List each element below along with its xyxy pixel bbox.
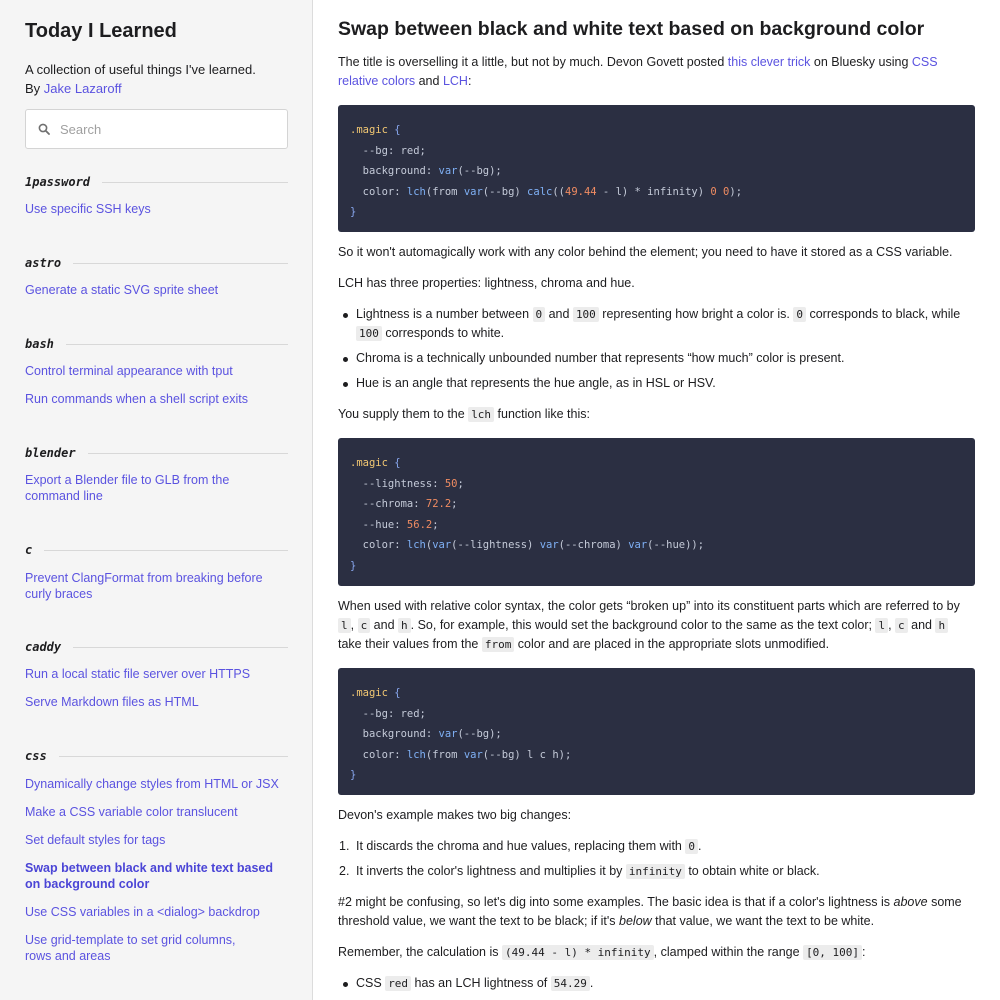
article-title: Swap between black and white text based on background color: [338, 18, 925, 40]
divider: [102, 182, 288, 183]
category-heading-css: [25, 748, 288, 764]
category-name: blender: [25, 446, 76, 460]
divider: [73, 647, 288, 648]
category-name: css: [25, 749, 47, 763]
site-description: [25, 60, 256, 98]
sidebar-link-default-styles-tags[interactable]: Set default styles for tags: [25, 833, 166, 847]
category-name: caddy: [25, 640, 62, 654]
by-label: By: [25, 81, 41, 96]
search-icon: [38, 123, 50, 135]
sidebar-link-run-commands-on-exit[interactable]: Run commands when a shell script exits: [25, 392, 249, 406]
sidebar-link-serve-markdown-html[interactable]: Serve Markdown files as HTML: [25, 695, 199, 709]
sidebar-link-css-variable-translucent[interactable]: Make a CSS variable color translucent: [25, 805, 238, 819]
paragraph-supply: You supply them to the lch function like this:: [338, 407, 590, 421]
list-item-chroma: Chroma is a technically unbounded number that represents “how much” color is present.: [356, 349, 975, 368]
clever-trick-link[interactable]: this clever trick: [727, 55, 811, 69]
css-relative-colors-link[interactable]: CSS relative colors: [338, 55, 938, 88]
author-link[interactable]: Jake Lazaroff: [43, 81, 122, 96]
paragraph-lch-properties: LCH has three properties: lightness, chroma and hue.: [338, 276, 635, 290]
bullet: [343, 982, 348, 987]
paragraph-css-variable: So it won't automagically work with any color behind the element; you need to have it stored as a CSS variable.: [338, 245, 953, 259]
category-heading-caddy: [25, 639, 288, 655]
bullet: [343, 313, 348, 318]
list-number: 1.: [339, 839, 350, 853]
category-name: c: [25, 543, 33, 557]
bullet: [343, 357, 348, 362]
category-heading-1password: [25, 174, 288, 190]
divider: [88, 453, 288, 454]
code-block-2: .magic { --lightness: 50; --chroma: 72.2; --hue: 56.2; color: lch(var(--lightness) var(--chroma) var(--hue)); }: [338, 438, 975, 586]
paragraph-devon-example: Devon's example makes two big changes:: [338, 808, 572, 822]
article: [338, 0, 975, 1000]
divider: [66, 344, 288, 345]
search-input[interactable]: [60, 122, 260, 137]
category-heading-c: [25, 542, 288, 558]
sidebar-link-control-terminal-appearance[interactable]: Control terminal appearance with tput: [25, 364, 233, 378]
site-tagline: A collection of useful things I've learned.: [25, 62, 256, 77]
list-item-lightness: Lightness is a number between 0 and 100 representing how bright a color is. 0 corresponds to black, while 100 corresponds to white.: [356, 305, 975, 343]
code-block-1: .magic { --bg: red; background: var(--bg); color: lch(from var(--bg) calc((49.44 - l) * infinity) 0 0); }: [338, 105, 975, 232]
list-number: 2.: [339, 864, 350, 878]
list-item-discard-chroma-hue: 1. It discards the chroma and hue values, replacing them with 0 .: [356, 837, 975, 856]
category-name: bash: [25, 337, 54, 351]
list-item-hue: Hue is an angle that represents the hue angle, as in HSL or HSV.: [356, 374, 975, 393]
category-heading-bash: [25, 336, 288, 352]
sidebar: [0, 0, 313, 1000]
site-title: Today I Learned: [25, 20, 177, 42]
category-heading-blender: [25, 445, 288, 461]
category-name: 1password: [25, 175, 91, 189]
sidebar-link-swap-black-white-text-active[interactable]: Swap between black and white text based on background color: [25, 861, 273, 891]
paragraph-relative-syntax: When used with relative color syntax, the color gets “broken up” into its constituent parts which are referred to by l , c and h . So, for example, this would set the background color to the same as the text color; l , c and h take their values from the from color and are placed in the appropriate slots unmodified.: [338, 599, 960, 651]
paragraph-examples: #2 might be confusing, so let's dig into some examples. The basic idea is that if a color's lightness is above some threshold value, we want the text to be black; if it's below that value, we want the text to be white.: [338, 895, 962, 928]
sidebar-link-generate-svg-sprite-sheet[interactable]: Generate a static SVG sprite sheet: [25, 283, 219, 297]
sidebar-link-local-file-server-https[interactable]: Run a local static file server over HTTPS: [25, 667, 251, 681]
category-heading-astro: [25, 255, 288, 271]
intro-paragraph: The title is overselling it a little, but not by much. Devon Govett posted this clever trick on Bluesky using CSS relative colors and LCH:: [338, 55, 938, 88]
sidebar-link-clangformat-braces[interactable]: Prevent ClangFormat from breaking before curly braces: [25, 571, 263, 601]
sidebar-link-use-specific-ssh-keys[interactable]: Use specific SSH keys: [25, 202, 151, 216]
search-box[interactable]: [25, 109, 288, 149]
list-item-red-lightness: CSS red has an LCH lightness of 54.29 .: [356, 974, 975, 993]
divider: [44, 550, 288, 551]
divider: [73, 263, 288, 264]
lch-link[interactable]: LCH: [442, 74, 468, 88]
code-block-3: .magic { --bg: red; background: var(--bg); color: lch(from var(--bg) l c h); }: [338, 668, 975, 795]
sidebar-link-export-blender-glb[interactable]: Export a Blender file to GLB from the command line: [25, 473, 230, 503]
paragraph-calculation: Remember, the calculation is (49.44 - l) * infinity , clamped within the range [0, 100] :: [338, 945, 866, 959]
sidebar-link-grid-template[interactable]: Use grid-template to set grid columns, rows and areas: [25, 933, 236, 963]
divider: [59, 756, 288, 757]
sidebar-link-dynamic-styles-html-jsx[interactable]: Dynamically change styles from HTML or JSX: [25, 777, 279, 791]
sidebar-link-css-variables-dialog-backdrop[interactable]: Use CSS variables in a <dialog> backdrop: [25, 905, 260, 919]
bullet: [343, 382, 348, 387]
category-name: astro: [25, 256, 62, 270]
list-item-invert-lightness: 2. It inverts the color's lightness and multiplies it by infinity to obtain white or black.: [356, 862, 975, 881]
